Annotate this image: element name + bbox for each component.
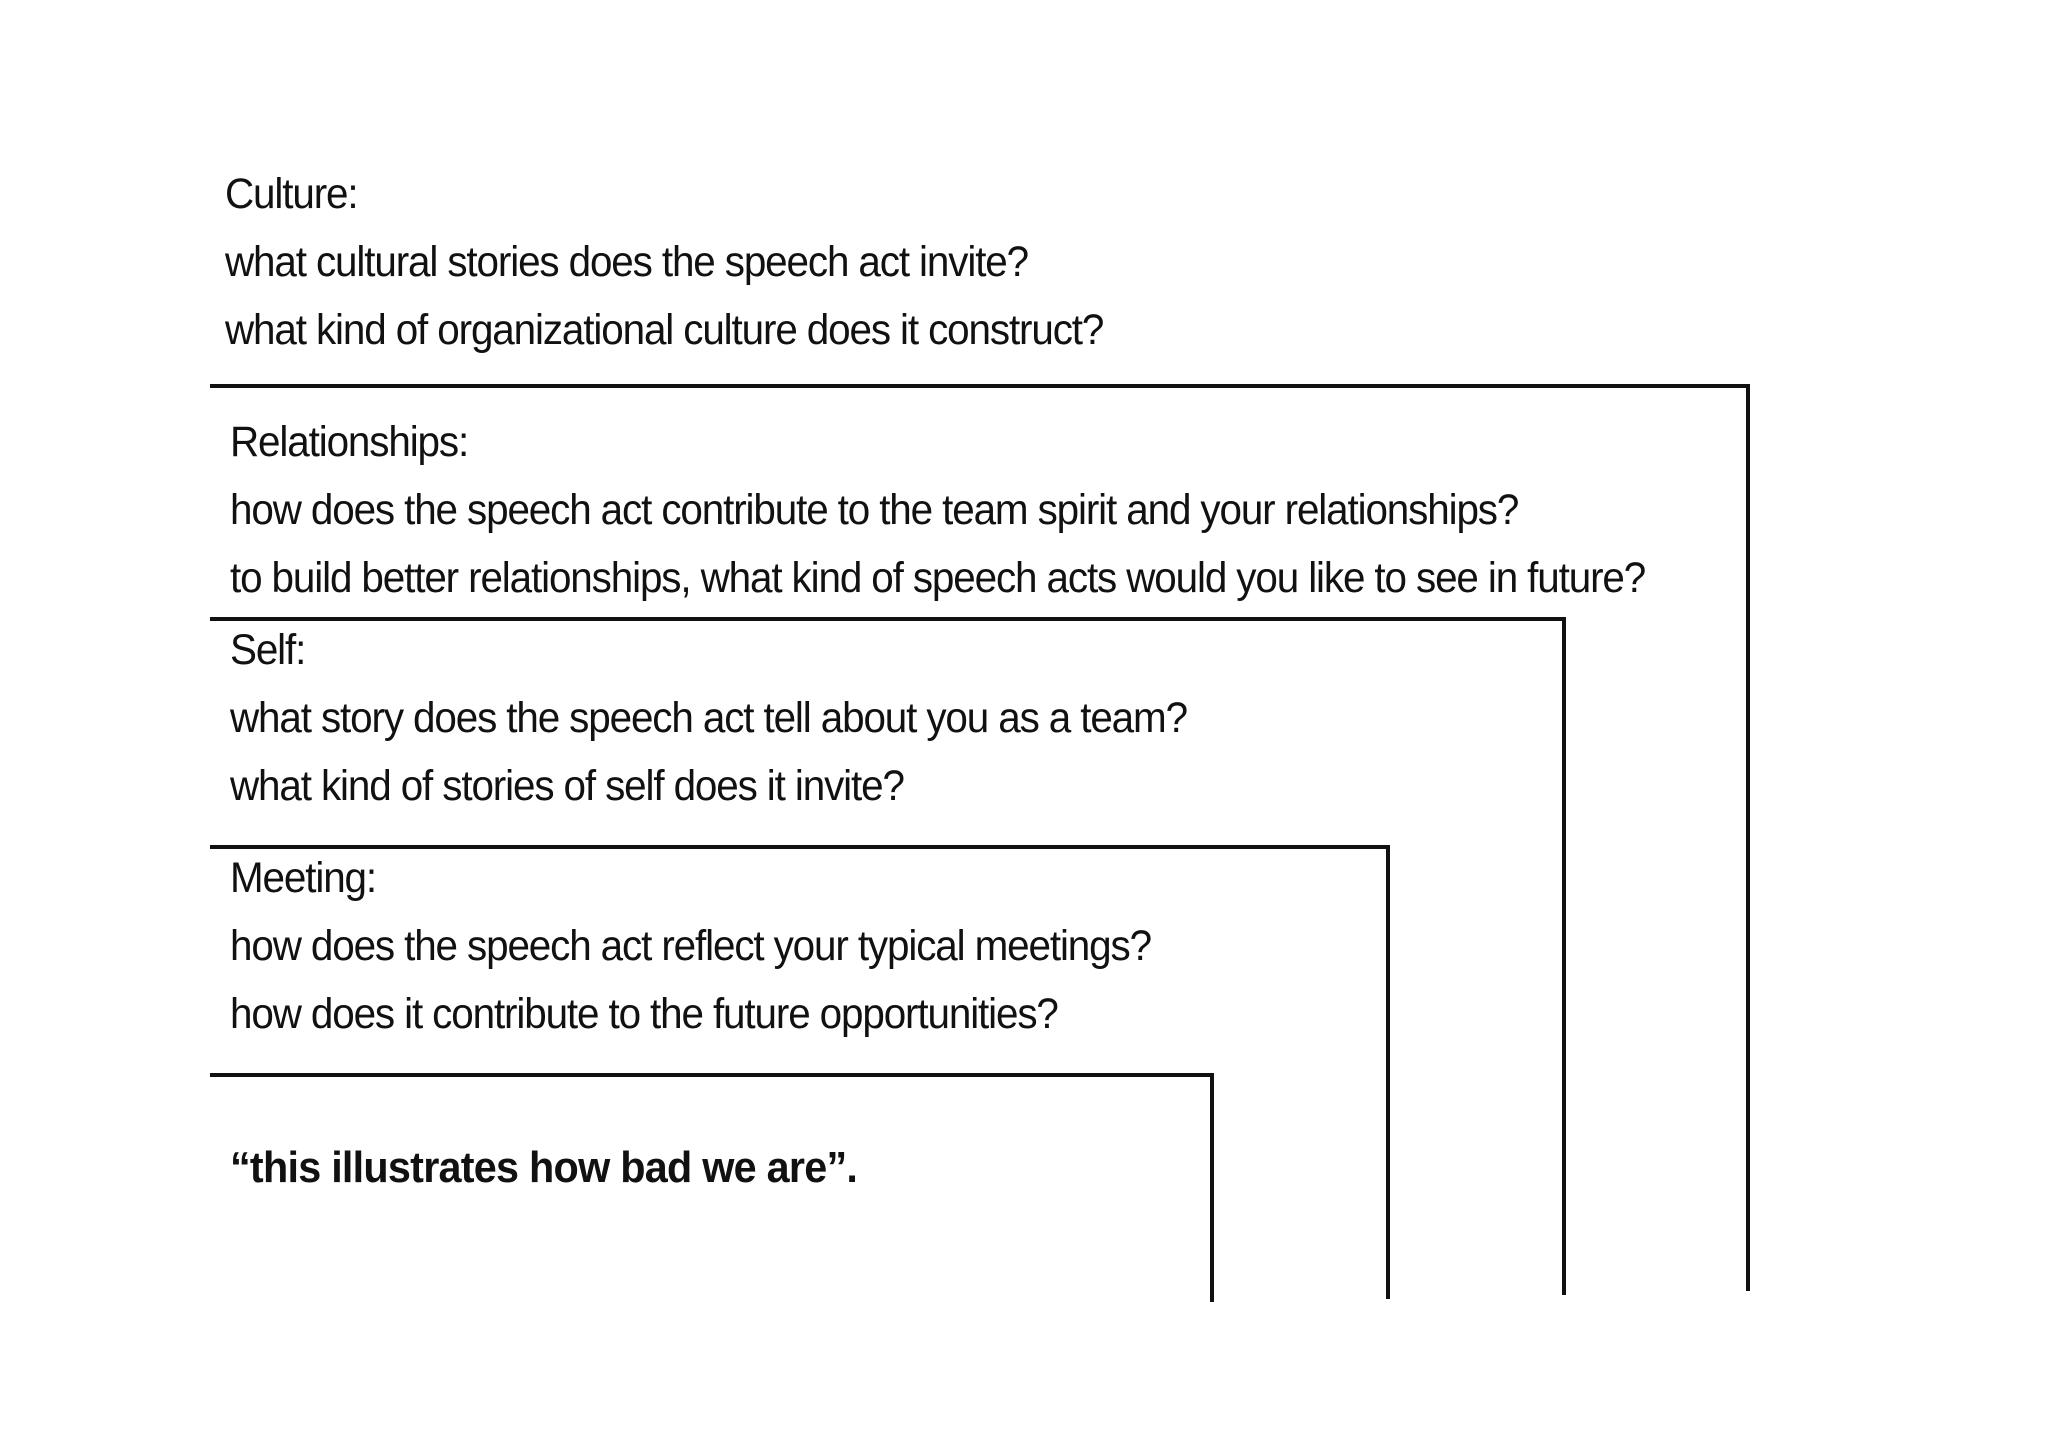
self-question-2: what kind of stories of self does it invite?	[230, 762, 904, 810]
self-level	[230, 616, 1187, 820]
meeting-bracket-top	[210, 1073, 1214, 1077]
meeting-question-1: how does the speech act reflect your typical meetings?	[230, 922, 1151, 970]
relationships-heading: Relationships:	[230, 418, 469, 466]
self-bracket-side	[1386, 845, 1390, 1299]
relationships-bracket-side	[1562, 617, 1566, 1295]
culture-question-2: what kind of organizational culture does it construct?	[225, 306, 1104, 354]
self-question-1: what story does the speech act tell about you as a team?	[230, 694, 1187, 742]
culture-heading: Culture:	[225, 170, 358, 218]
meeting-heading: Meeting:	[230, 854, 377, 902]
self-heading: Self:	[230, 626, 306, 674]
meeting-level	[230, 844, 1151, 1048]
speech-act-quote: “this illustrates how bad we are”.	[230, 1143, 858, 1192]
culture-bracket-top	[210, 384, 1750, 388]
relationships-level	[230, 408, 1645, 612]
relationships-question-1: how does the speech act contribute to the team spirit and your relationships?	[230, 486, 1519, 534]
culture-bracket-side	[1746, 384, 1750, 1291]
culture-question-1: what cultural stories does the speech act invite?	[225, 238, 1029, 286]
culture-level	[225, 160, 1103, 364]
relationships-question-2: to build better relationships, what kind of speech acts would you like to see in future?	[230, 554, 1646, 602]
meeting-bracket-side	[1210, 1073, 1214, 1302]
meeting-question-2: how does it contribute to the future opportunities?	[230, 990, 1058, 1038]
